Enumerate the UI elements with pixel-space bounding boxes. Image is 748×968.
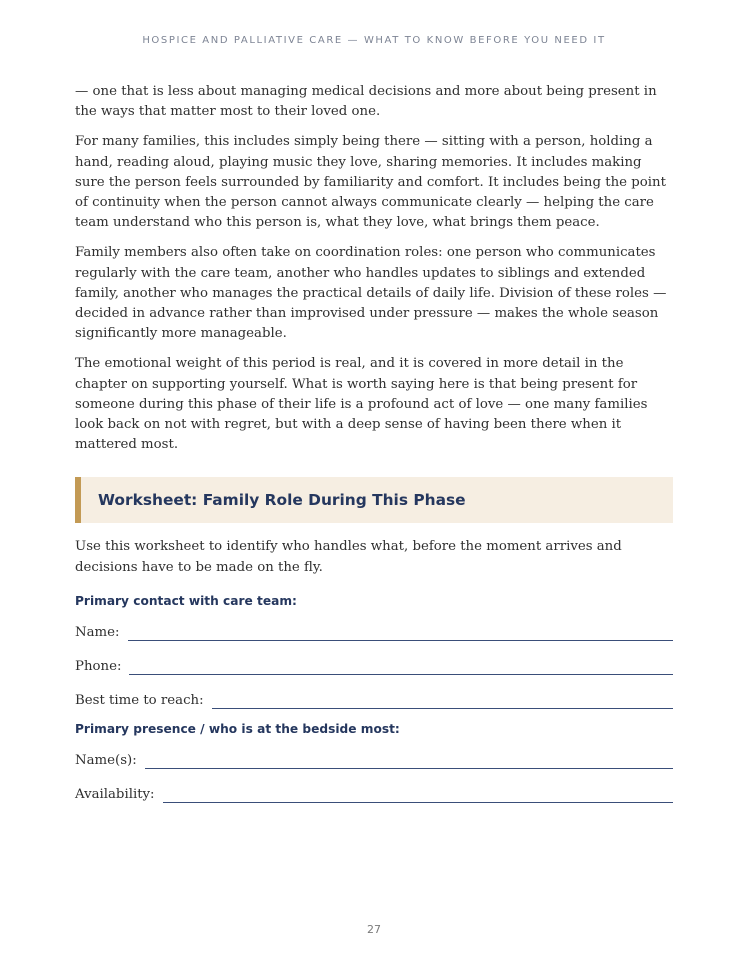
body-paragraph: For many families, this includes simply being there — sitting with a person, holding a hand, reading aloud, playing music they love, sharing memories. It includes making sure the person feels surrounded by familiarity and comfort. It includes being the point of continuity when the person cannot always communicate clearly — helping the care team understand who this person is, what they love, what brings them peace. [75,134,666,231]
field-label: Name: [75,624,120,640]
section-label-bedside-presence: Primary presence / who is at the bedside most: [75,721,400,736]
worksheet-intro: Use this worksheet to identify who handles what, before the moment arrives and decisions have to be made on the fly. [75,539,622,575]
field-availability[interactable] [75,782,673,804]
fill-in-line[interactable] [163,802,673,803]
page-content [75,82,673,816]
body-paragraph: The emotional weight of this period is real, and it is covered in more detail in the chapter on supporting yourself. What is worth saying here is that being present for someone during this phase of their life is a profound act of love — one many families look back on not with regret, but with a deep sense of having been there when it mattered most. [75,356,648,453]
field-label: Phone: [75,658,122,674]
fill-in-line[interactable] [145,768,673,769]
field-presence-names[interactable] [75,748,673,770]
body-paragraph: — one that is less about managing medical decisions and more about being present in the ways that matter most to their loved one. [75,84,657,120]
worksheet-heading-band [75,477,673,523]
field-best-time[interactable] [75,688,673,710]
fill-in-line[interactable] [129,674,673,675]
field-label: Name(s): [75,752,137,768]
field-label: Availability: [75,786,155,802]
worksheet-title: Worksheet: Family Role During This Phase [98,491,466,510]
field-contact-phone[interactable] [75,654,673,676]
field-label: Best time to reach: [75,692,204,708]
body-paragraph: Family members also often take on coordination roles: one person who communicates regularly with the care team, another who handles updates to siblings and extended family, another who manages the practical details of daily life. Division of these roles — decided in advance rather than improvised under pressure — makes the whole season significantly more manageable. [75,245,667,342]
fill-in-line[interactable] [212,708,673,709]
field-contact-name[interactable] [75,620,673,642]
page-number: 27 [367,923,381,936]
fill-in-line[interactable] [128,640,673,641]
section-label-care-team-contact: Primary contact with care team: [75,593,297,608]
running-header: HOSPICE AND PALLIATIVE CARE — WHAT TO KNOW BEFORE YOU NEED IT [142,35,606,46]
